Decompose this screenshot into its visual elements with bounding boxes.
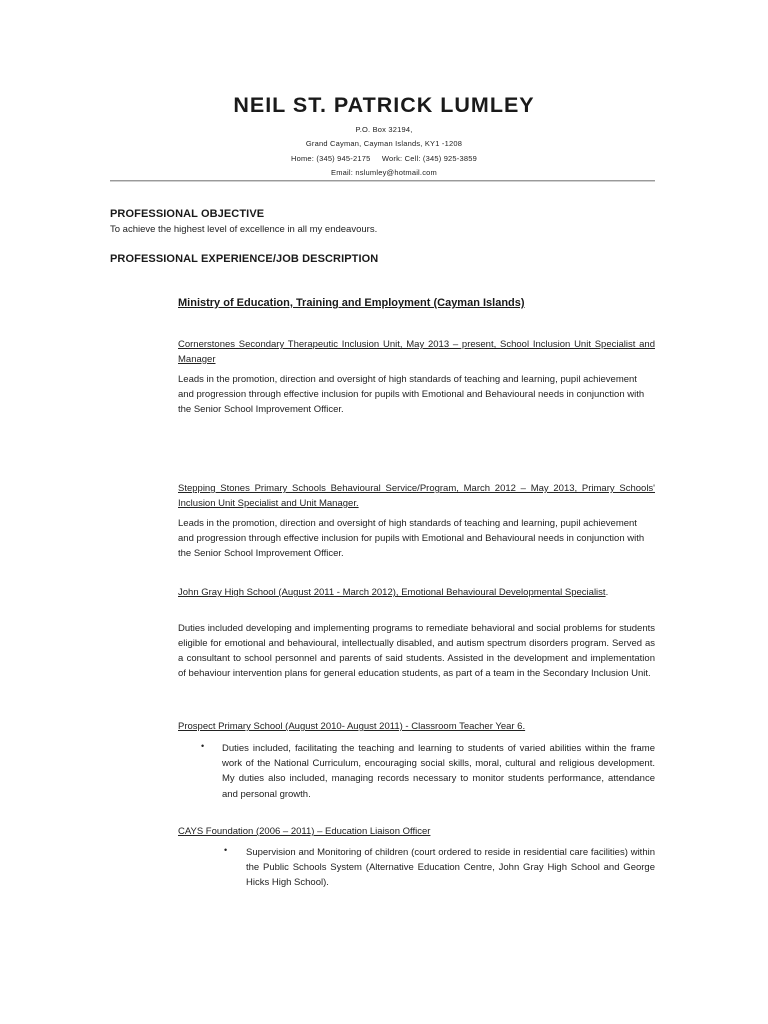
role-title-john-gray bbox=[178, 586, 655, 601]
bullet-point-icon: • bbox=[224, 845, 228, 855]
role-bullet-prospect-primary: Duties included, facilitating the teaching and learning to students of varied abilities within the frame work of the National Curriculum, encouraging social skills, moral, cultural and religious development. My duties also included, managing records necessary to monitor students performance, attendance and personal growth. bbox=[222, 743, 655, 800]
header-divider bbox=[110, 180, 655, 182]
role-title-prospect-primary: Prospect Primary School (August 2010- August 2011) - Classroom Teacher Year 6. bbox=[178, 721, 526, 732]
objective-heading: PROFESSIONAL OBJECTIVE bbox=[110, 208, 265, 220]
candidate-name: NEIL ST. PATRICK LUMLEY bbox=[233, 93, 535, 117]
role-bullet-cays-foundation: Supervision and Monitoring of children (court ordered to reside in residential care facilities) within the Public Schools System (Alternative Education Centre, John Gray High School and George Hicks High School). bbox=[246, 847, 655, 889]
objective-text: To achieve the highest level of excellence in all my endeavours. bbox=[110, 224, 378, 235]
role-title-cornerstones: Cornerstones Secondary Therapeutic Inclusion Unit, May 2013 – present, School Inclusion Unit Specialist and Manager bbox=[178, 339, 655, 365]
address-line-2: Grand Cayman, Cayman Islands, KY1 -1208 bbox=[305, 139, 463, 148]
role-title-stepping-stones: Stepping Stones Primary Schools Behavioural Service/Program, March 2012 – May 2013, Primary Schools' Inclusion Unit Specialist and Unit Manager. bbox=[178, 483, 655, 509]
role-title-cays-foundation: CAYS Foundation (2006 – 2011) – Education Liaison Officer bbox=[178, 826, 431, 837]
bullet-point-icon: • bbox=[201, 741, 205, 751]
phone-numbers: Home: (345) 945-2175 Work: Cell: (345) 925-3859 bbox=[291, 154, 477, 163]
role-description-stepping-stones: Leads in the promotion, direction and oversight of high standards of teaching and learning, pupil achievement and progression through effective inclusion for pupils with Emotional and Behavioural needs in conjunction with the Senior School Improvement Officer. bbox=[178, 518, 645, 559]
role-title-john-gray-period: . bbox=[605, 587, 609, 598]
experience-heading: PROFESSIONAL EXPERIENCE/JOB DESCRIPTION bbox=[110, 253, 379, 265]
employer-name: Ministry of Education, Training and Employment (Cayman Islands) bbox=[178, 297, 525, 309]
role-description-cornerstones: Leads in the promotion, direction and oversight of high standards of teaching and learning, pupil achievement and progression through effective inclusion for pupils with Emotional and Behavioural needs in conjunction with the Senior School Improvement Officer. bbox=[178, 374, 645, 415]
role-title-john-gray-text: John Gray High School (August 2011 - March 2012), Emotional Behavioural Developmental Specialist bbox=[178, 587, 606, 598]
address-line-1: P.O. Box 32194, bbox=[355, 125, 413, 134]
role-description-john-gray: Duties included developing and implementing programs to remediate behavioral and social problems for students eligible for emotional and behavioural, intellectually disabled, and autism spectrum disorders program. Served as a consultant to school personnel and parents of said students. Assisted in the development and implementation of behaviour intervention plans for general education students, as part of a team in the Secondary Inclusion Unit. bbox=[178, 623, 655, 679]
email-address: Email: nslumley@hotmail.com bbox=[331, 168, 437, 177]
